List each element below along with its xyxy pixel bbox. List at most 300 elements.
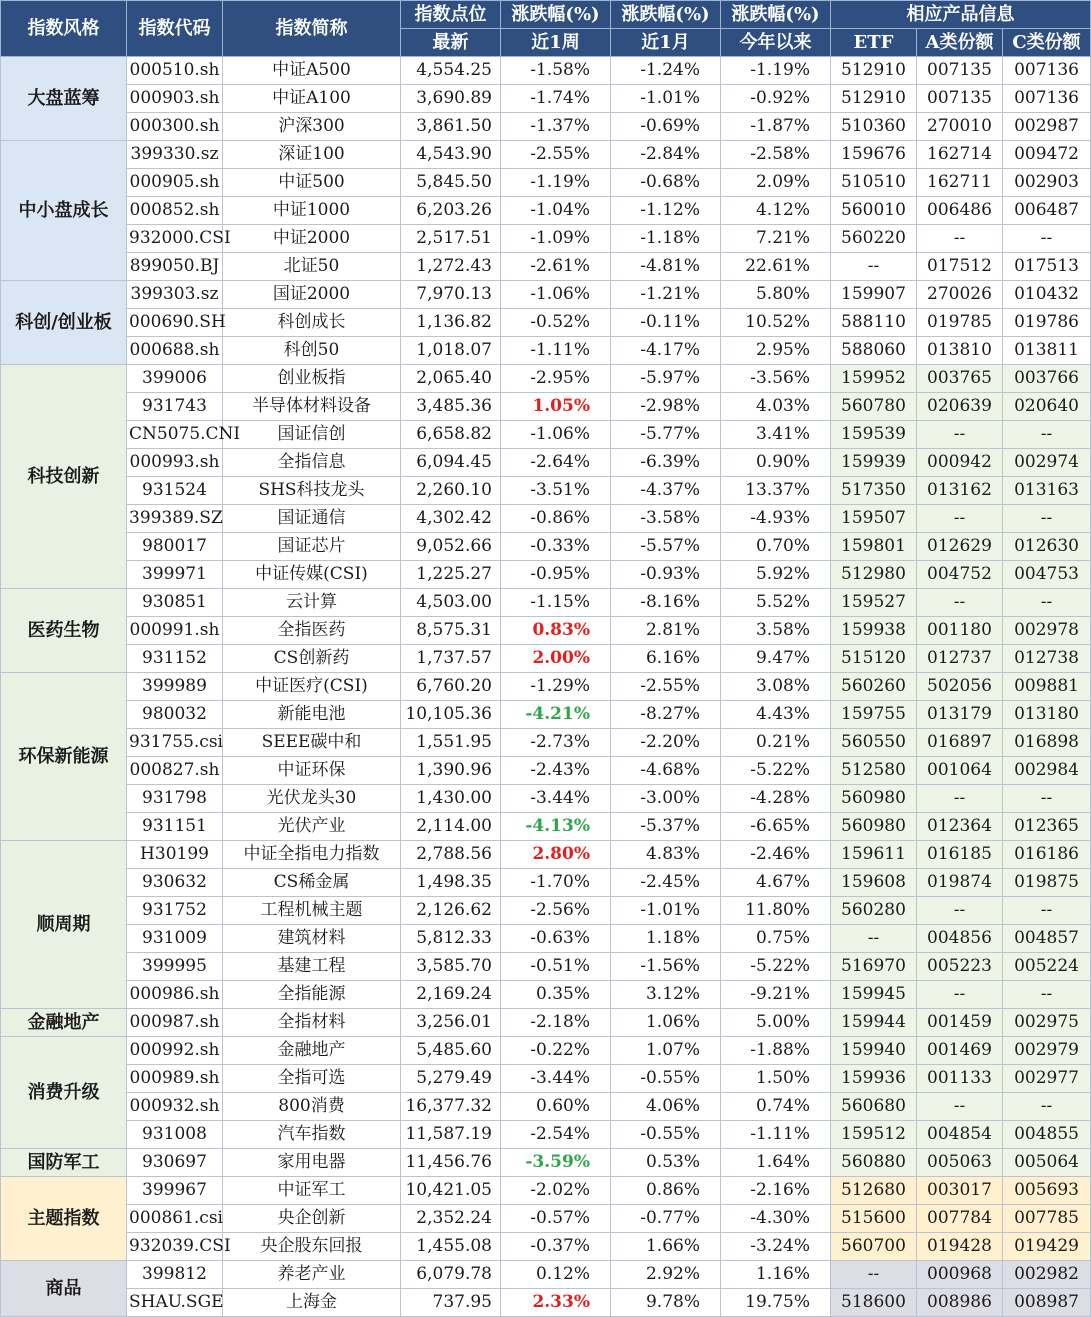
change-month: 2.92%: [611, 1261, 721, 1289]
change-week: 2.00%: [501, 645, 611, 673]
a-share-code: 007784: [917, 1205, 1003, 1233]
table-row: [1, 1009, 1091, 1037]
a-share-code: 004752: [917, 561, 1003, 589]
change-ytd: 4.03%: [721, 393, 831, 421]
table-row: [1, 785, 1091, 813]
category-cell: 中小盘成长: [1, 141, 127, 281]
index-code: 000993.sh: [127, 449, 223, 477]
index-name: 央企股东回报: [223, 1233, 401, 1261]
a-share-code: 001459: [917, 1009, 1003, 1037]
etf-code: 159676: [831, 141, 917, 169]
index-code: 399330.sz: [127, 141, 223, 169]
change-month: -0.55%: [611, 1121, 721, 1149]
index-name: 国证通信: [223, 505, 401, 533]
c-share-code: 012738: [1003, 645, 1091, 673]
a-share-code: 270010: [917, 113, 1003, 141]
table-row: [1, 1121, 1091, 1149]
index-latest: 10,421.05: [401, 1177, 501, 1205]
a-share-code: 006486: [917, 197, 1003, 225]
index-code: 000989.sh: [127, 1065, 223, 1093]
change-week: -2.55%: [501, 141, 611, 169]
index-name: 汽车指数: [223, 1121, 401, 1149]
change-month: -4.37%: [611, 477, 721, 505]
change-month: -5.57%: [611, 533, 721, 561]
etf-code: 510360: [831, 113, 917, 141]
a-share-code: 003017: [917, 1177, 1003, 1205]
c-share-code: 002977: [1003, 1065, 1091, 1093]
change-week: -1.70%: [501, 869, 611, 897]
change-ytd: 4.43%: [721, 701, 831, 729]
index-latest: 2,065.40: [401, 365, 501, 393]
etf-code: 588060: [831, 337, 917, 365]
index-latest: 6,760.20: [401, 673, 501, 701]
etf-code: 512580: [831, 757, 917, 785]
change-week: -1.74%: [501, 85, 611, 113]
index-code: 399971: [127, 561, 223, 589]
header-etf: ETF: [831, 29, 917, 57]
index-name: 中证A100: [223, 85, 401, 113]
change-week: -1.11%: [501, 337, 611, 365]
index-code: 931151: [127, 813, 223, 841]
index-latest: 1,430.00: [401, 785, 501, 813]
a-share-code: 012364: [917, 813, 1003, 841]
header-latest: 最新: [401, 29, 501, 57]
index-latest: 1,136.82: [401, 309, 501, 337]
index-code: 932000.CSI: [127, 225, 223, 253]
index-name: 中证医疗(CSI): [223, 673, 401, 701]
change-month: -1.24%: [611, 57, 721, 85]
change-week: -0.57%: [501, 1205, 611, 1233]
c-share-code: 003766: [1003, 365, 1091, 393]
change-month: 2.81%: [611, 617, 721, 645]
c-share-code: --: [1003, 505, 1091, 533]
table-row: [1, 561, 1091, 589]
change-month: -6.39%: [611, 449, 721, 477]
a-share-code: --: [917, 505, 1003, 533]
change-month: 0.53%: [611, 1149, 721, 1177]
index-name: 基建工程: [223, 953, 401, 981]
etf-code: 560980: [831, 813, 917, 841]
a-share-code: 008986: [917, 1289, 1003, 1317]
change-week: -2.73%: [501, 729, 611, 757]
table-row: [1, 449, 1091, 477]
change-month: 4.06%: [611, 1093, 721, 1121]
index-name: CS稀金属: [223, 869, 401, 897]
index-latest: 3,585.70: [401, 953, 501, 981]
c-share-code: 007136: [1003, 57, 1091, 85]
change-month: -3.00%: [611, 785, 721, 813]
a-share-code: --: [917, 1093, 1003, 1121]
c-share-code: 004857: [1003, 925, 1091, 953]
a-share-code: 019428: [917, 1233, 1003, 1261]
change-ytd: -2.58%: [721, 141, 831, 169]
change-month: 3.12%: [611, 981, 721, 1009]
table-row: [1, 85, 1091, 113]
change-week: -2.02%: [501, 1177, 611, 1205]
a-share-code: 001133: [917, 1065, 1003, 1093]
change-month: 0.86%: [611, 1177, 721, 1205]
c-share-code: 019875: [1003, 869, 1091, 897]
index-code: H30199: [127, 841, 223, 869]
index-latest: 7,970.13: [401, 281, 501, 309]
a-share-code: 016897: [917, 729, 1003, 757]
change-week: -2.54%: [501, 1121, 611, 1149]
index-code: 931755.csi: [127, 729, 223, 757]
index-latest: 2,352.24: [401, 1205, 501, 1233]
index-code: 932039.CSI: [127, 1233, 223, 1261]
table-row: [1, 253, 1091, 281]
change-month: 1.07%: [611, 1037, 721, 1065]
a-share-code: 162714: [917, 141, 1003, 169]
change-month: 4.83%: [611, 841, 721, 869]
index-code: 931524: [127, 477, 223, 505]
table-row: [1, 1205, 1091, 1233]
change-month: -2.45%: [611, 869, 721, 897]
change-month: -0.55%: [611, 1065, 721, 1093]
change-week: -2.43%: [501, 757, 611, 785]
change-week: -1.58%: [501, 57, 611, 85]
change-week: -1.37%: [501, 113, 611, 141]
c-share-code: 005064: [1003, 1149, 1091, 1177]
a-share-code: --: [917, 589, 1003, 617]
etf-code: 560260: [831, 673, 917, 701]
c-share-code: 013163: [1003, 477, 1091, 505]
change-ytd: -4.28%: [721, 785, 831, 813]
etf-code: 159907: [831, 281, 917, 309]
change-ytd: 5.00%: [721, 1009, 831, 1037]
table-row: [1, 981, 1091, 1009]
etf-code: 517350: [831, 477, 917, 505]
a-share-code: 001064: [917, 757, 1003, 785]
change-ytd: 9.47%: [721, 645, 831, 673]
a-share-code: 007135: [917, 57, 1003, 85]
a-share-code: 001469: [917, 1037, 1003, 1065]
etf-code: 159539: [831, 421, 917, 449]
table-row: [1, 533, 1091, 561]
change-week: -0.63%: [501, 925, 611, 953]
index-name: 全指医药: [223, 617, 401, 645]
index-code: CN5075.CNI: [127, 421, 223, 449]
a-share-code: --: [917, 897, 1003, 925]
index-latest: 2,126.62: [401, 897, 501, 925]
c-share-code: 007785: [1003, 1205, 1091, 1233]
table-row: [1, 645, 1091, 673]
index-name: 中证500: [223, 169, 401, 197]
change-ytd: 2.09%: [721, 169, 831, 197]
a-share-code: 502056: [917, 673, 1003, 701]
c-share-code: 002979: [1003, 1037, 1091, 1065]
change-ytd: 4.12%: [721, 197, 831, 225]
table-row: [1, 813, 1091, 841]
index-code: 931008: [127, 1121, 223, 1149]
header-a-share: A类份额: [917, 29, 1003, 57]
index-latest: 3,485.36: [401, 393, 501, 421]
index-code: 000852.sh: [127, 197, 223, 225]
a-share-code: 003765: [917, 365, 1003, 393]
change-month: 1.18%: [611, 925, 721, 953]
index-name: SHS科技龙头: [223, 477, 401, 505]
index-code: 899050.BJ: [127, 253, 223, 281]
etf-code: 159755: [831, 701, 917, 729]
category-cell: 消费升级: [1, 1037, 127, 1149]
change-month: -1.01%: [611, 897, 721, 925]
index-code: 000510.sh: [127, 57, 223, 85]
etf-code: 159527: [831, 589, 917, 617]
change-ytd: 0.70%: [721, 533, 831, 561]
etf-code: 518600: [831, 1289, 917, 1317]
c-share-code: 019429: [1003, 1233, 1091, 1261]
index-name: 科创成长: [223, 309, 401, 337]
change-ytd: -1.87%: [721, 113, 831, 141]
index-code: 399006: [127, 365, 223, 393]
change-month: -0.68%: [611, 169, 721, 197]
index-latest: 2,260.10: [401, 477, 501, 505]
header-change-ytd: 涨跌幅(%): [721, 1, 831, 29]
change-week: -2.18%: [501, 1009, 611, 1037]
table-row: [1, 1037, 1091, 1065]
table-row: [1, 897, 1091, 925]
category-cell: 顺周期: [1, 841, 127, 1009]
index-code: SHAU.SGE: [127, 1289, 223, 1317]
change-month: -2.84%: [611, 141, 721, 169]
change-week: -4.13%: [501, 813, 611, 841]
a-share-code: 017512: [917, 253, 1003, 281]
change-week: -2.95%: [501, 365, 611, 393]
index-code: 399389.SZ: [127, 505, 223, 533]
header-code: 指数代码: [127, 1, 223, 57]
index-name: CS创新药: [223, 645, 401, 673]
change-month: -1.12%: [611, 197, 721, 225]
index-latest: 737.95: [401, 1289, 501, 1317]
change-ytd: -1.11%: [721, 1121, 831, 1149]
c-share-code: 002974: [1003, 449, 1091, 477]
index-latest: 1,551.95: [401, 729, 501, 757]
table-row: [1, 197, 1091, 225]
a-share-code: 013810: [917, 337, 1003, 365]
table-row: [1, 953, 1091, 981]
change-week: -1.29%: [501, 673, 611, 701]
change-ytd: -5.22%: [721, 953, 831, 981]
c-share-code: 004753: [1003, 561, 1091, 589]
table-body: [1, 57, 1091, 1317]
index-code: 931009: [127, 925, 223, 953]
index-name: 国证2000: [223, 281, 401, 309]
etf-code: 159945: [831, 981, 917, 1009]
change-ytd: -1.19%: [721, 57, 831, 85]
etf-code: 159507: [831, 505, 917, 533]
change-week: -2.61%: [501, 253, 611, 281]
change-week: 0.60%: [501, 1093, 611, 1121]
table-row: [1, 1065, 1091, 1093]
a-share-code: 162711: [917, 169, 1003, 197]
index-latest: 4,503.00: [401, 589, 501, 617]
index-code: 931752: [127, 897, 223, 925]
a-share-code: --: [917, 981, 1003, 1009]
index-name: 工程机械主题: [223, 897, 401, 925]
change-ytd: 3.58%: [721, 617, 831, 645]
c-share-code: 013811: [1003, 337, 1091, 365]
index-latest: 2,114.00: [401, 813, 501, 841]
index-latest: 16,377.32: [401, 1093, 501, 1121]
table-row: [1, 309, 1091, 337]
change-ytd: 1.64%: [721, 1149, 831, 1177]
index-name: 中证2000: [223, 225, 401, 253]
change-ytd: -2.16%: [721, 1177, 831, 1205]
index-code: 000932.sh: [127, 1093, 223, 1121]
a-share-code: --: [917, 785, 1003, 813]
change-week: 1.05%: [501, 393, 611, 421]
change-ytd: 3.08%: [721, 673, 831, 701]
index-code: 980017: [127, 533, 223, 561]
c-share-code: 007136: [1003, 85, 1091, 113]
change-month: -5.37%: [611, 813, 721, 841]
index-code: 399989: [127, 673, 223, 701]
etf-code: 515600: [831, 1205, 917, 1233]
change-week: -4.21%: [501, 701, 611, 729]
etf-code: --: [831, 1261, 917, 1289]
c-share-code: 020640: [1003, 393, 1091, 421]
etf-code: --: [831, 925, 917, 953]
etf-code: --: [831, 253, 917, 281]
index-name: 新能电池: [223, 701, 401, 729]
index-code: 000827.sh: [127, 757, 223, 785]
index-latest: 1,455.08: [401, 1233, 501, 1261]
etf-code: 512680: [831, 1177, 917, 1205]
etf-code: 560010: [831, 197, 917, 225]
table-row: [1, 1093, 1091, 1121]
change-month: -4.17%: [611, 337, 721, 365]
c-share-code: 017513: [1003, 253, 1091, 281]
index-name: 建筑材料: [223, 925, 401, 953]
c-share-code: --: [1003, 785, 1091, 813]
index-latest: 4,302.42: [401, 505, 501, 533]
index-code: 980032: [127, 701, 223, 729]
table-row: [1, 589, 1091, 617]
index-name: 光伏产业: [223, 813, 401, 841]
index-name: 央企创新: [223, 1205, 401, 1233]
change-ytd: 13.37%: [721, 477, 831, 505]
c-share-code: 009881: [1003, 673, 1091, 701]
etf-code: 512910: [831, 57, 917, 85]
index-name: 中证军工: [223, 1177, 401, 1205]
index-latest: 5,845.50: [401, 169, 501, 197]
etf-code: 588110: [831, 309, 917, 337]
change-ytd: 3.41%: [721, 421, 831, 449]
etf-code: 159940: [831, 1037, 917, 1065]
change-week: -0.51%: [501, 953, 611, 981]
c-share-code: --: [1003, 225, 1091, 253]
a-share-code: 004854: [917, 1121, 1003, 1149]
a-share-code: 000942: [917, 449, 1003, 477]
index-code: 399812: [127, 1261, 223, 1289]
table-row: [1, 673, 1091, 701]
c-share-code: 004855: [1003, 1121, 1091, 1149]
etf-code: 560980: [831, 785, 917, 813]
etf-code: 159939: [831, 449, 917, 477]
a-share-code: 013162: [917, 477, 1003, 505]
change-month: -2.20%: [611, 729, 721, 757]
change-week: -0.33%: [501, 533, 611, 561]
c-share-code: 008987: [1003, 1289, 1091, 1317]
etf-code: 560700: [831, 1233, 917, 1261]
index-name: 国证芯片: [223, 533, 401, 561]
table-row: [1, 701, 1091, 729]
change-ytd: 7.21%: [721, 225, 831, 253]
index-latest: 5,485.60: [401, 1037, 501, 1065]
change-ytd: 0.90%: [721, 449, 831, 477]
index-code: 931152: [127, 645, 223, 673]
index-code: 930851: [127, 589, 223, 617]
index-latest: 11,456.76: [401, 1149, 501, 1177]
index-name: 国证信创: [223, 421, 401, 449]
c-share-code: 002987: [1003, 113, 1091, 141]
table-row: [1, 869, 1091, 897]
index-code: 930697: [127, 1149, 223, 1177]
index-latest: 11,587.19: [401, 1121, 501, 1149]
change-month: 1.66%: [611, 1233, 721, 1261]
index-latest: 1,225.27: [401, 561, 501, 589]
table-row: [1, 1261, 1091, 1289]
table-row: [1, 1233, 1091, 1261]
table-row: [1, 925, 1091, 953]
header-ytd: 今年以来: [721, 29, 831, 57]
index-latest: 1,390.96: [401, 757, 501, 785]
etf-code: 516970: [831, 953, 917, 981]
change-month: -1.56%: [611, 953, 721, 981]
index-code: 000986.sh: [127, 981, 223, 1009]
etf-code: 560880: [831, 1149, 917, 1177]
a-share-code: 005223: [917, 953, 1003, 981]
change-month: -5.77%: [611, 421, 721, 449]
etf-code: 510510: [831, 169, 917, 197]
change-month: 6.16%: [611, 645, 721, 673]
a-share-code: --: [917, 421, 1003, 449]
a-share-code: 001180: [917, 617, 1003, 645]
index-code: 399995: [127, 953, 223, 981]
c-share-code: 010432: [1003, 281, 1091, 309]
table-row: [1, 757, 1091, 785]
a-share-code: 012737: [917, 645, 1003, 673]
c-share-code: 012365: [1003, 813, 1091, 841]
index-latest: 5,812.33: [401, 925, 501, 953]
index-name: 金融地产: [223, 1037, 401, 1065]
category-cell: 金融地产: [1, 1009, 127, 1037]
change-week: -1.09%: [501, 225, 611, 253]
a-share-code: 000968: [917, 1261, 1003, 1289]
change-month: -3.58%: [611, 505, 721, 533]
change-month: -5.97%: [611, 365, 721, 393]
table-row: [1, 421, 1091, 449]
a-share-code: 005063: [917, 1149, 1003, 1177]
c-share-code: --: [1003, 421, 1091, 449]
change-month: -0.69%: [611, 113, 721, 141]
index-code: 000991.sh: [127, 617, 223, 645]
index-code: 000987.sh: [127, 1009, 223, 1037]
category-cell: 科技创新: [1, 365, 127, 589]
etf-code: 159936: [831, 1065, 917, 1093]
c-share-code: 005693: [1003, 1177, 1091, 1205]
c-share-code: 013180: [1003, 701, 1091, 729]
change-week: -0.22%: [501, 1037, 611, 1065]
change-ytd: 5.92%: [721, 561, 831, 589]
table-row: [1, 1177, 1091, 1205]
index-name: 全指能源: [223, 981, 401, 1009]
index-latest: 6,658.82: [401, 421, 501, 449]
etf-code: 159952: [831, 365, 917, 393]
index-code: 931743: [127, 393, 223, 421]
change-month: -4.68%: [611, 757, 721, 785]
change-month: -8.16%: [611, 589, 721, 617]
